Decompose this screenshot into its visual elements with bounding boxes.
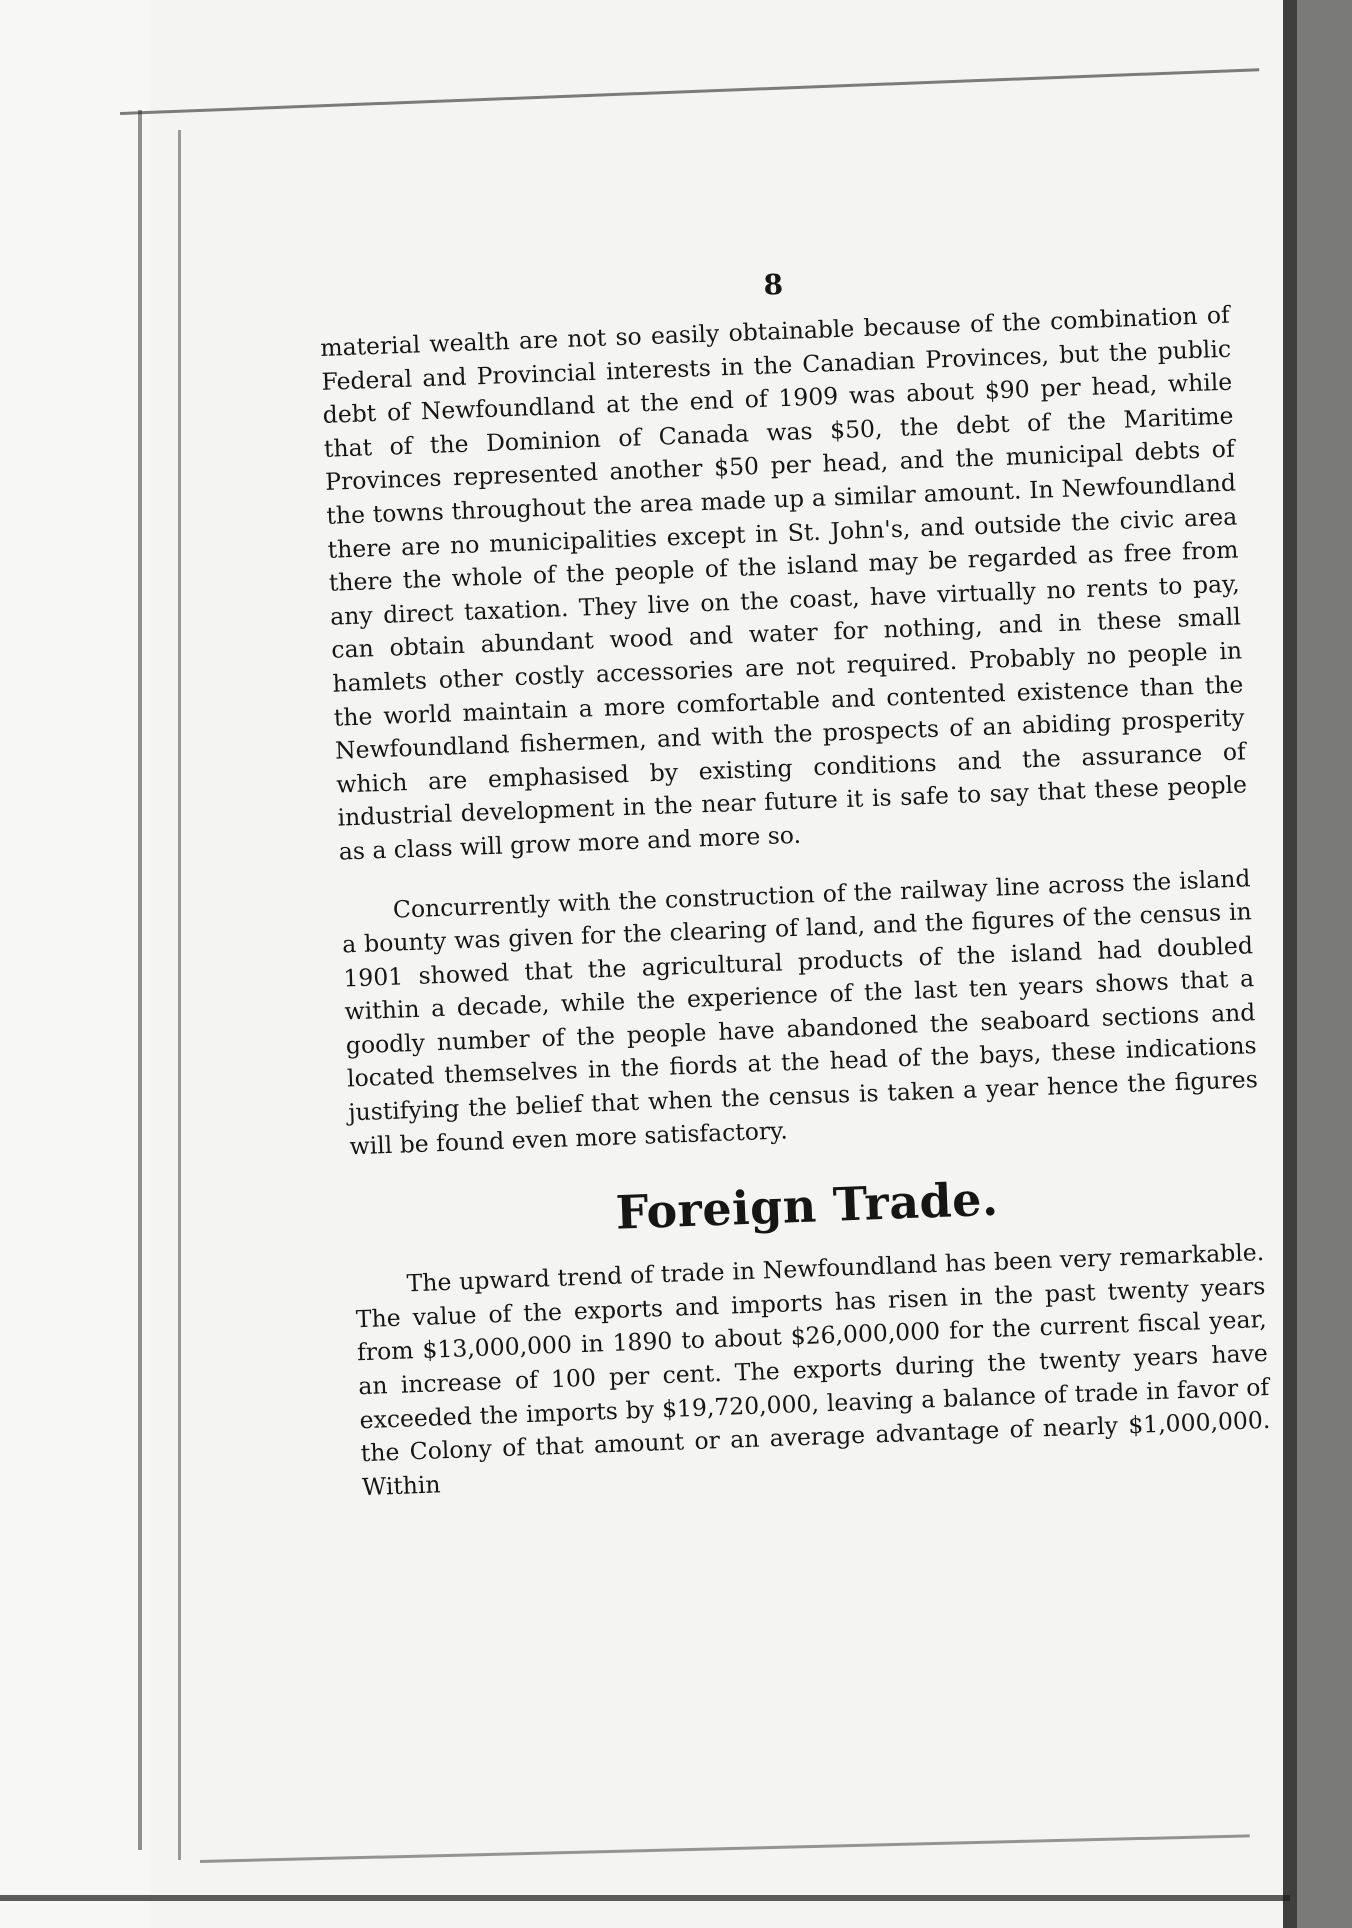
scan-right-border	[1283, 0, 1297, 1928]
section-heading: Foreign Trade.	[614, 1171, 1000, 1240]
scan-background-strip	[1297, 0, 1352, 1928]
left-margin	[0, 0, 150, 1928]
page-edge-top	[120, 68, 1259, 115]
paragraph-debt: material wealth are not so easily obtainable because of the combination of Federal and Provincial interests in the Canadian Provinces, but the public debt of Newfoundland at the end of 1909 was about $90 per head, while that of the Dominion of Canada was $50, the debt of the Maritime Provinces represented another $50 per head, and the municipal debts of the towns throughout the area made up a similar amount. In Newfoundland there are no municipalities except in St. John's, and outside the civic area there the whole of the people of the island may be regarded as free from any direct taxation. They live on the coast, have virtually no rents to pay, can obtain abundant wood and water for nothing, and in these small hamlets other costly accessories are not required. Probably no people in the world maintain a more comfortable and contented existence than the Newfoundland fishermen, and with the prospects of an abiding prosperity which are emphasised by existing conditions and the assurance of industrial development in the near future it is safe to say that these people as a class will grow more and more so.	[319, 300, 1248, 866]
page-edge-bottom	[200, 1834, 1250, 1863]
paragraph-agriculture: Concurrently with the construction of the railway line across the island a bounty was given for the clearing of land, and the figures of the census in 1901 showed that the agricultural products of the island had doubled within a decade, while the experience of the last ten years shows that a goodly number of the people have abandoned the seaboard sections and located themselves in the fiords at the head of the bays, these indications justifying the belief that when the census is taken a year hence the figures will be found even more satisfactory.	[341, 863, 1259, 1161]
page-edge-left	[178, 130, 181, 1860]
paragraph-trade: The upward trend of trade in Newfoundland has been very remarkable. The value of the exports and imports has risen in the past twenty years from $13,000,000 in 1890 to about $26,000,000 for the current fiscal year, an increase of 100 per cent. The exports during the twenty years have exceeded the imports by $19,720,000, leaving a balance of trade in favor of the Colony of that amount or an average advantage of nearly $1,000,000. Within	[355, 1238, 1271, 1501]
page-number: 8	[762, 267, 784, 302]
binding-edge	[138, 110, 142, 1850]
scan-bottom-border	[0, 1895, 1290, 1901]
document-page	[318, 252, 1272, 1505]
